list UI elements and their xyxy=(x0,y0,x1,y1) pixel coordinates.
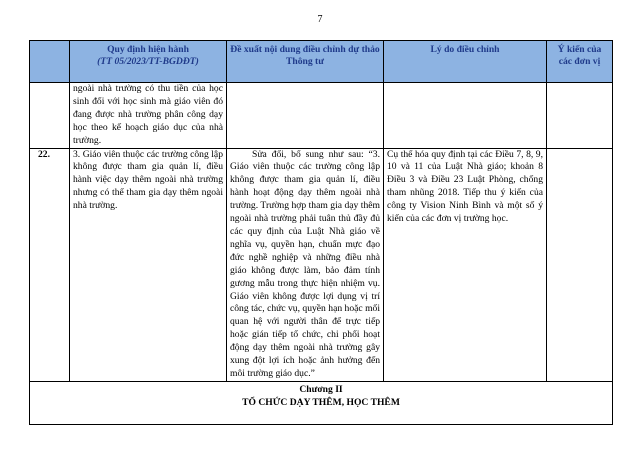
header-current-rule xyxy=(70,41,227,83)
header-current-rule-subtitle: (TT 05/2023/TT-BGDĐT) xyxy=(97,56,199,67)
header-number-col xyxy=(30,41,70,83)
header-opinions: Ý kiến của các đơn vị xyxy=(547,41,613,83)
table-row-continued xyxy=(30,83,613,149)
cell-reason: Cụ thể hóa quy định tại các Điều 7, 8, 9, 10 và 11 của Luật Nhà giáo; khoản 8 Điều 3 và Điều 23 Luật Phòng, chống tham nhũng 2018. Tiếp thu ý kiến của công ty Vision Ninh Bình và một số ý kiến của các đơn vị trường học. xyxy=(384,148,547,381)
cell-opinions xyxy=(547,83,613,149)
table-header-row xyxy=(30,41,613,83)
header-reason: Lý do điều chỉnh xyxy=(384,41,547,83)
cell-current-rule: ngoài nhà trường có thu tiền của học sinh đối với học sinh mà giáo viên đó đang được nhà trường phân công dạy học theo kế hoạch giáo dục của nhà trường. xyxy=(70,83,227,149)
comparison-table xyxy=(29,40,613,425)
cell-current-rule: 3. Giáo viên thuộc các trường công lập không được tham gia quản lí, điều hành việc dạy thêm ngoài nhà trường nhưng có thể tham gia dạy thêm ngoài nhà trường. xyxy=(70,148,227,381)
cell-number xyxy=(30,83,70,149)
cell-reason xyxy=(384,83,547,149)
cell-opinions xyxy=(547,148,613,381)
chapter-heading xyxy=(30,381,613,424)
table-row-22 xyxy=(30,148,613,381)
chapter-title: Chương II xyxy=(299,383,343,395)
header-proposal: Đề xuất nội dung điều chỉnh dự thảo Thông tư xyxy=(227,41,384,83)
header-current-rule-title: Quy định hiện hành xyxy=(107,44,189,55)
chapter-row xyxy=(30,381,613,424)
cell-proposal: Sửa đổi, bổ sung như sau: “3. Giáo viên thuộc các trường công lập không được tham gia quản lí, điều hành hoạt động dạy thêm ngoài nhà trường. Trường hợp tham gia dạy thêm ngoài nhà trường phải tuân thủ đầy đủ các quy định của Luật Nhà giáo về nghĩa vụ, quyền hạn, chuẩn mực đạo đức nghề nghiệp và những điều nhà giáo không được làm, bảo đảm tính gương mẫu trong thực hiện nhiệm vụ. Giáo viên không được lợi dụng vị trí công tác, chức vụ, quyền hạn hoặc mối quan hệ với người thân để trực tiếp hoặc gián tiếp tổ chức, chi phối hoạt động dạy thêm ngoài nhà trường gây xung đột lợi ích hoặc ảnh hưởng đến môi trường giáo dục.” xyxy=(227,148,384,381)
row-number: 22. xyxy=(30,148,70,381)
cell-proposal xyxy=(227,83,384,149)
chapter-subtitle: TỔ CHỨC DẠY THÊM, HỌC THÊM xyxy=(242,396,400,408)
page-number: 7 xyxy=(317,14,323,25)
